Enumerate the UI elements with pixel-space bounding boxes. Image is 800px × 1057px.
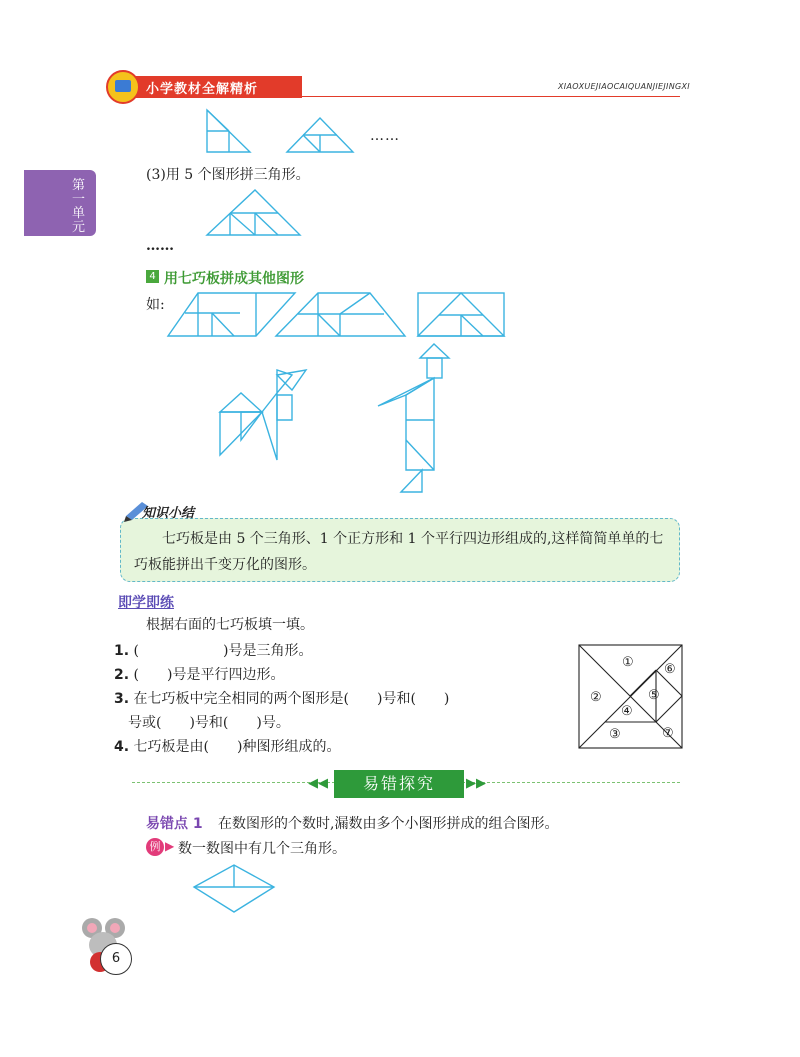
header-title: 小学教材全解精析 [146,82,259,97]
trapezoid-shape-1 [168,293,295,336]
side-tab-char: 一 [72,192,86,207]
question-4 [114,736,340,756]
part3-label: (3)用 5 个图形拼三角形。 [146,167,310,183]
question-1 [114,640,312,660]
piece-label-5: ⑤ [648,688,660,703]
five-piece-triangle [207,190,300,235]
header-pinyin: XIAOXUEJIAOCAIQUANJIEJINGXI [558,82,690,91]
question-number: 4. [114,739,130,755]
side-tab-char: 第 [72,178,86,193]
question-number: 3. [114,691,130,707]
play-arrow-icon: ▶ [165,839,175,853]
question-3 [114,688,449,708]
question-2 [114,664,284,684]
ellipsis-top: …… [370,128,400,144]
arrow-right-icon: ▶▶ [466,776,486,791]
example-badge: 例 [146,838,164,856]
summary-label: 知识小结 [142,506,195,521]
piece-label-3: ③ [609,727,621,742]
question-text: 七巧板是由( )种图形组成的。 [133,739,341,755]
top-figure-1 [207,110,250,152]
piece-label-2: ② [590,690,602,705]
rectangle-shape [418,293,504,336]
piece-label-4: ④ [621,704,633,719]
page-number: 6 [100,943,132,975]
summary-text: 七巧板是由 5 个三角形、1 个正方形和 1 个平行四边形组成的,这样简简单单的七巧板能拼出千变万化的图形。 [134,531,664,573]
question-3-continued: 号或( )号和( )号。 [128,715,290,731]
side-tab-char: 单 [72,206,86,221]
question-text: ( )号是平行四边形。 [133,667,285,683]
example-text: 数一数图中有几个三角形。 [178,841,346,857]
arrow-left-icon: ◀◀ [308,776,328,791]
error-point-text: 在数图形的个数时,漏数由多个小图形拼成的组合图形。 [218,816,559,832]
bird-shape [378,344,449,492]
side-tab-char: 元 [72,220,86,235]
piece-label-6: ⑥ [664,662,676,677]
animal-shape [220,370,306,460]
piece-label-7: ⑦ [662,726,674,741]
question-text: 在七巧板中完全相同的两个图形是( )号和( ) [133,691,450,707]
section-number: 4 [146,270,159,283]
question-number: 2. [114,667,130,683]
question-number: 1. [114,643,130,659]
rhombus-shape [194,865,274,912]
practice-title: 即学即练 [118,595,174,611]
error-section-banner: 易错探究 [334,770,464,798]
trapezoid-shape-2 [276,293,405,336]
part3-ellipsis: …… [146,238,174,254]
section-title: 用七巧板拼成其他图形 [164,271,304,287]
example-label: 如: [146,297,165,313]
practice-intro: 根据右面的七巧板填一填。 [146,617,314,633]
top-figure-2 [287,118,353,152]
piece-label-1: ① [622,655,634,670]
error-point-label: 易错点 1 [146,816,203,832]
question-text: ( )号是三角形。 [133,643,313,659]
